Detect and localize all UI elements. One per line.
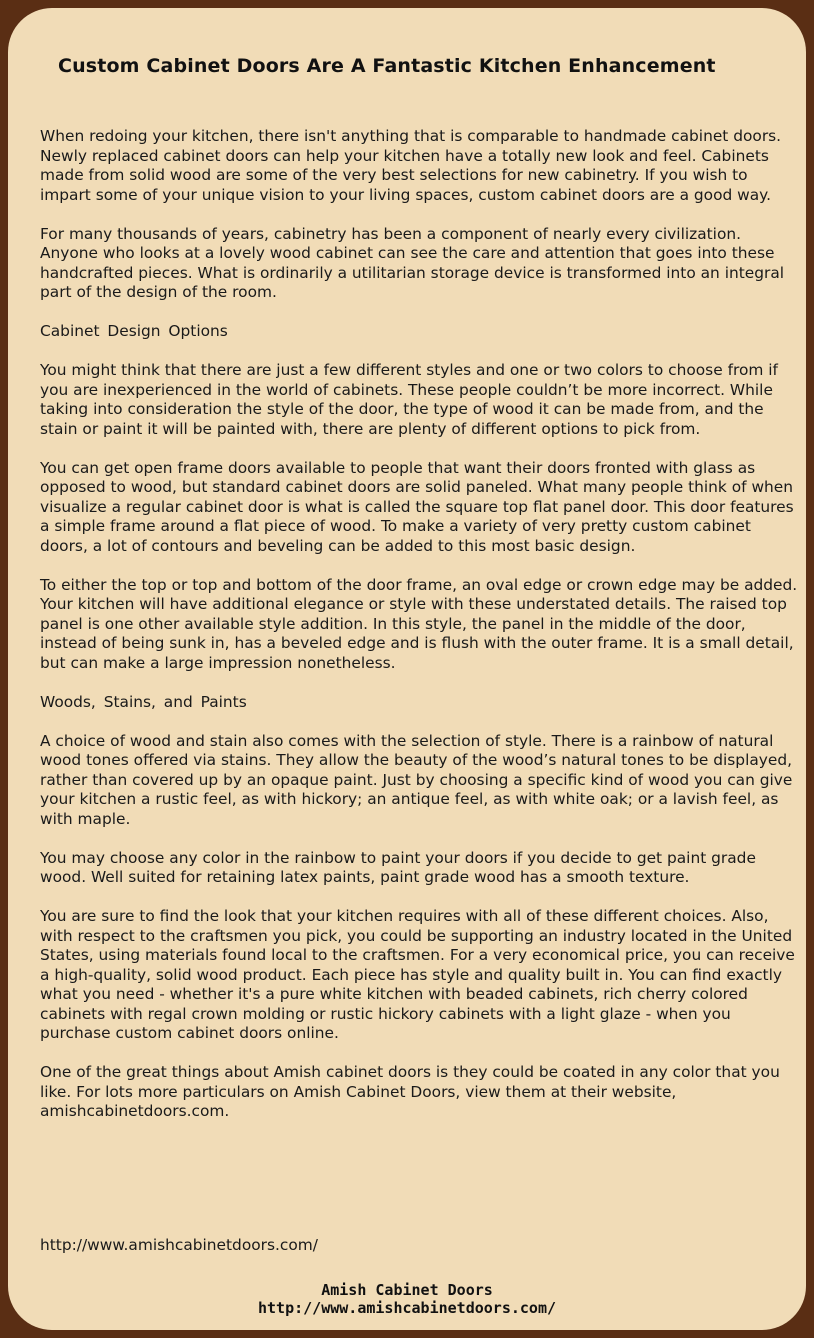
footer [8, 1281, 806, 1317]
article-title: Custom Cabinet Doors Are A Fantastic Kitchen Enhancement [58, 55, 716, 77]
paragraph: You can get open frame doors available to people that want their doors fronted with glass as opposed to wood, but standard cabinet doors are solid paneled. What many people think of when visualize a regular cabinet door is what is called the square top flat panel door. This door features a simple frame around a flat piece of wood. To make a variety of very pretty custom cabinet doors, a lot of contours and beveling can be added to this most basic design. [40, 458, 794, 555]
paragraph: You are sure to find the look that your kitchen requires with all of these different choices. Also, with respect to the craftsmen you pick, you could be supporting an industry located in the United States, using materials found local to the craftsmen. For a very economical price, you can receive a high-quality, solid wood product. Each piece has style and quality built in. You can find exactly what you need - whether it's a pure white kitchen with beaded cabinets, rich cherry colored cabinets with regal crown molding or rustic hickory cabinets with a light glaze - when you purchase custom cabinet doors online. [40, 907, 795, 1042]
section-heading: Woods, Stains, and Paints [40, 692, 247, 711]
paragraph: To either the top or top and bottom of the door frame, an oval edge or crown edge may be added. Your kitchen will have additional elegance or style with these understated details. The raised top panel is one other available style addition. In this style, the panel in the middle of the door, instead of being sunk in, has a beveled edge and is flush with the outer frame. It is a small detail, but can make a large impression nonetheless. [40, 575, 798, 672]
content-card [8, 8, 806, 1330]
footer-company: Amish Cabinet Doors [321, 1281, 493, 1299]
paragraph: One of the great things about Amish cabinet doors is they could be coated in any color that you like. For lots more particulars on Amish Cabinet Doors, view them at their website, amishcabinetdoors.com. [40, 1063, 780, 1120]
paragraph: You may choose any color in the rainbow to paint your doors if you decide to get paint grade wood. Well suited for retaining latex paints, paint grade wood has a smooth texture. [40, 848, 756, 886]
article-body [40, 127, 800, 1141]
footer-url[interactable]: http://www.amishcabinetdoors.com/ [257, 1299, 556, 1317]
paragraph: When redoing your kitchen, there isn't anything that is comparable to handmade cabinet doors. Newly replaced cabinet doors can help your kitchen have a totally new look and feel. Cabinets made from solid wood are some of the very best selections for new cabinetry. If you wish to impart some of your unique vision to your living spaces, custom cabinet doors are a good way. [40, 127, 782, 204]
paragraph: You might think that there are just a few different styles and one or two colors to choose from if you are inexperienced in the world of cabinets. These people couldn’t be more incorrect. While taking into consideration the style of the door, the type of wood it can be made from, and the stain or paint it will be painted with, there are plenty of different options to pick from. [40, 361, 778, 438]
source-url[interactable]: http://www.amishcabinetdoors.com/ [40, 1236, 318, 1254]
paragraph: For many thousands of years, cabinetry has been a component of nearly every civilization. Anyone who looks at a lovely wood cabinet can see the care and attention that goes into these handcrafted pieces. What is ordinarily a utilitarian storage device is transformed into an integral part of the design of the room. [40, 224, 785, 301]
paragraph: A choice of wood and stain also comes with the selection of style. There is a rainbow of natural wood tones offered via stains. They allow the beauty of the wood’s natural tones to be displayed, rather than covered up by an opaque paint. Just by choosing a specific kind of wood you can give your kitchen a rustic feel, as with hickory; an antique feel, as with white oak; or a lavish feel, as with maple. [40, 731, 793, 828]
section-heading: Cabinet Design Options [40, 322, 228, 340]
